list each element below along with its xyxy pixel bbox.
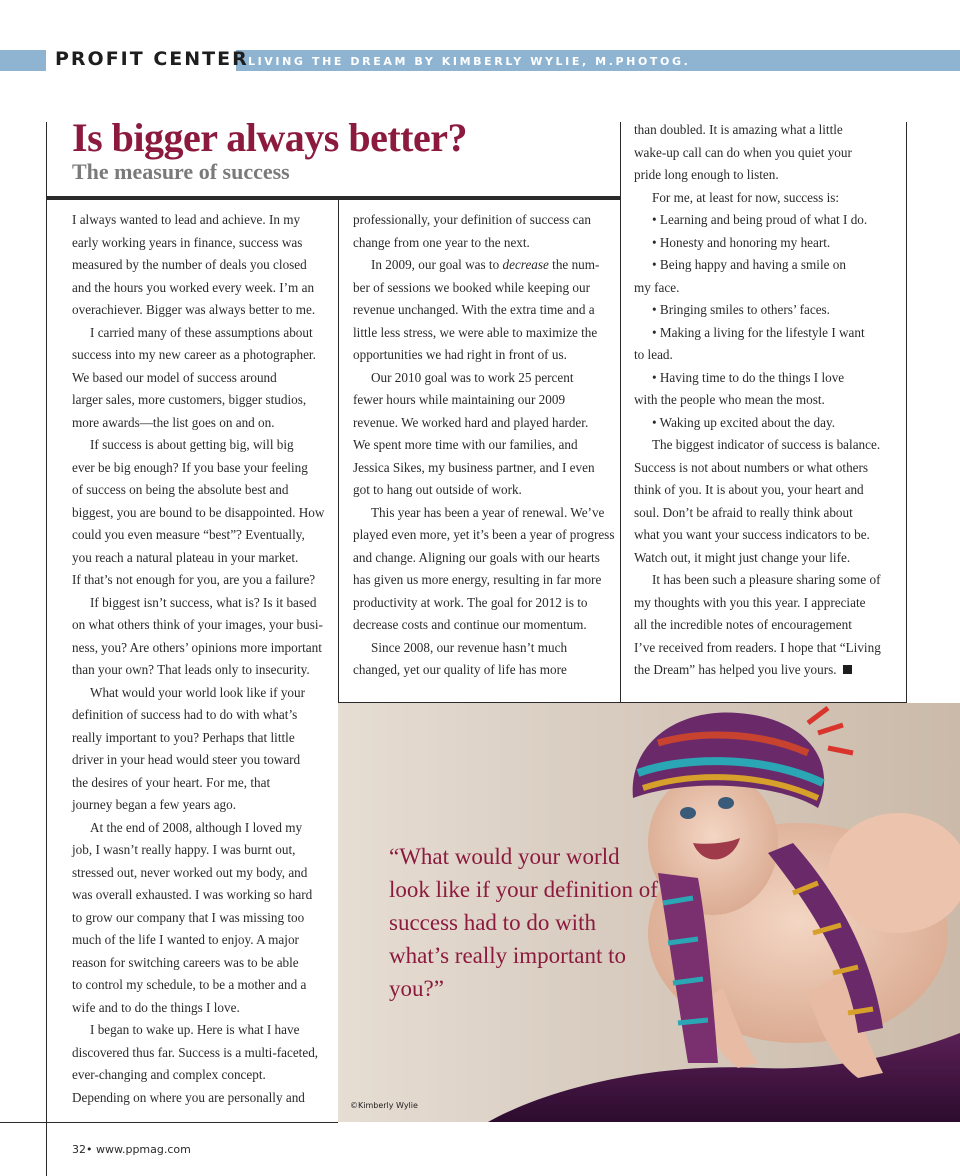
text-line: If success is about getting big, will big (90, 437, 294, 452)
text-line: • Learning and being proud of what I do. (652, 212, 868, 227)
photo-credit: ©Kimberly Wylie (350, 1101, 418, 1110)
text-line: driver in your head would steer you toward (72, 752, 301, 767)
text-line: decrease costs and continue our momentum. (353, 617, 587, 632)
text-line: • Making a living for the lifestyle I want (652, 324, 865, 340)
text-line: ever-changing and complex concept. (72, 1067, 266, 1082)
text-line: fewer hours while maintaining our 2009 (353, 392, 566, 407)
text-line: At the end of 2008, although I loved my (90, 819, 303, 835)
text-line: We based our model of success around (72, 369, 277, 385)
text-line: more awards—the list goes on and on. (72, 414, 275, 430)
body-column-3 (634, 119, 896, 682)
text-line: I’ve received from readers. I hope that “Living (634, 639, 881, 655)
text-line: definition of success had to do with what’s (72, 707, 298, 722)
text-line: ber of sessions we booked while keeping our (353, 279, 590, 295)
end-of-article-mark (843, 665, 852, 674)
text-line: change from one year to the next. (353, 234, 530, 250)
text-line: opportunities we had right in front of us. (353, 347, 567, 362)
text-line: wife and to do the things I love. (72, 999, 240, 1015)
article-deck: The measure of success (72, 159, 290, 184)
text-line: played even more, yet it’s been a year of progress (353, 527, 615, 542)
text-line: Jessica Sikes, my business partner, and I even (353, 459, 595, 475)
text-line: my face. (634, 279, 680, 295)
text-line: Watch out, it might just change your life. (634, 549, 851, 565)
column-divider-1 (338, 200, 339, 703)
title-rule (46, 196, 620, 200)
text-line: has given us more energy, resulting in far more (353, 572, 602, 587)
body-column-1 (72, 209, 334, 1109)
text-line: success into my new career as a photographer. (72, 347, 316, 362)
text-line: • Waking up excited about the day. (652, 414, 836, 430)
text-line: and change. Aligning our goals with our hearts (353, 549, 600, 565)
section-title: PROFIT CENTER (55, 48, 249, 70)
text-line: soul. Don’t be afraid to really think about (634, 504, 853, 520)
text-line: The biggest indicator of success is balance. (652, 437, 881, 452)
text-line: If that’s not enough for you, are you a failure? (72, 572, 316, 587)
text-line: discovered thus far. Success is a multi-faceted, (72, 1044, 319, 1060)
text-line: stressed out, never worked out my body, and (72, 864, 308, 880)
text-line: For me, at least for now, success is: (652, 189, 840, 205)
text-line: I began to wake up. Here is what I have (90, 1022, 300, 1037)
text-line: was overall exhausted. I was working so hard (72, 887, 313, 902)
page-folio: 32• www.ppmag.com (72, 1143, 191, 1156)
text-line: • Having time to do the things I love (652, 369, 845, 385)
text-line: I carried many of these assumptions about (90, 324, 313, 340)
text-line: I always wanted to lead and achieve. In my (72, 212, 301, 227)
right-frame-rule (906, 122, 907, 703)
text-line: little less stress, we were able to maximize the (353, 324, 598, 340)
text-line: what you want your success indicators to be. (634, 527, 870, 542)
column-divider-2 (620, 122, 621, 703)
text-line: • Honesty and honoring my heart. (652, 234, 831, 250)
text-line: journey began a few years ago. (72, 797, 237, 812)
baby-photo (338, 703, 960, 1122)
text-line: than your own? That leads only to insecurity. (72, 662, 310, 677)
text-line: reason for switching careers was to be able (72, 954, 299, 970)
text-line: In 2009, our goal was to decrease the num- (371, 257, 600, 272)
text-line: biggest, you are bound to be disappointed. How (72, 504, 325, 520)
text-line: productivity at work. The goal for 2012 is to (353, 594, 588, 610)
text-line: Depending on where you are personally and (72, 1089, 305, 1105)
text-line: wake-up call can do when you quiet your (634, 144, 852, 160)
left-frame-rule (46, 122, 47, 1176)
column-byline: LIVING THE DREAM BY KIMBERLY WYLIE, M.PHOTOG. (248, 55, 691, 68)
text-line: ness, you? Are others’ opinions more important (72, 639, 322, 655)
text-line: changed, yet our quality of life has more (353, 662, 567, 677)
text-line: measured by the number of deals you closed (72, 257, 307, 272)
text-line: to lead. (634, 347, 673, 362)
text-line: Since 2008, our revenue hasn’t much (371, 639, 568, 655)
text-line: than doubled. It is amazing what a little (634, 122, 843, 137)
text-line: much of the life I wanted to enjoy. A major (72, 932, 299, 947)
bottom-rule (0, 1122, 338, 1123)
text-line: larger sales, more customers, bigger studios, (72, 392, 307, 407)
body-column-2 (353, 209, 615, 682)
text-line: What would your world look like if your (90, 684, 305, 700)
text-line: of success on being the absolute best and (72, 482, 289, 497)
text-line: ever be big enough? If you base your feeling (72, 459, 308, 475)
text-line: job, I wasn’t really happy. I was burnt out, (72, 842, 296, 857)
text-line: revenue. We worked hard and played harder. (353, 414, 589, 430)
text-line: the Dream” has helped you live yours. (634, 659, 896, 682)
text-line: pride long enough to listen. (634, 167, 779, 182)
text-line: got to hang out outside of work. (353, 482, 522, 497)
text-line: and the hours you worked every week. I’m an (72, 279, 315, 295)
text-line: early working years in finance, success was (72, 234, 303, 250)
text-line: • Being happy and having a smile on (652, 257, 846, 272)
text-line: my thoughts with you this year. I appreciate (634, 594, 866, 610)
pull-quote: “What would your world look like if your definition of success had to do with what’s really important to you?” (389, 844, 658, 1001)
text-line: Success is not about numbers or what others (634, 459, 869, 475)
text-line: think of you. It is about you, your heart and (634, 482, 864, 497)
text-line: with the people who mean the most. (634, 392, 825, 407)
text-line: professionally, your definition of success can (353, 212, 591, 227)
text-line: you reach a natural plateau in your market. (72, 549, 299, 565)
text-line: If biggest isn’t success, what is? Is it based (90, 594, 317, 610)
text-line: Our 2010 goal was to work 25 percent (371, 369, 574, 385)
text-line: overachiever. Bigger was always better to me. (72, 302, 316, 317)
text-line: We spent more time with our families, and (353, 437, 578, 452)
text-line: all the incredible notes of encouragement (634, 617, 852, 632)
article-title: Is bigger always better? (72, 115, 467, 160)
text-line: the desires of your heart. For me, that (72, 774, 271, 790)
text-line: really important to you? Perhaps that little (72, 729, 295, 745)
text-line: could you even measure “best”? Eventually, (72, 527, 305, 542)
text-line: • Bringing smiles to others’ faces. (652, 302, 830, 317)
text-line: to grow our company that I was missing too (72, 909, 305, 925)
text-line: to control my schedule, to be a mother and a (72, 977, 307, 992)
text-line: on what others think of your images, your busi- (72, 617, 323, 632)
text-line: It has been such a pleasure sharing some of (652, 572, 881, 587)
text-line: revenue unchanged. With the extra time and a (353, 302, 595, 317)
text-line: This year has been a year of renewal. We’ve (371, 504, 605, 520)
